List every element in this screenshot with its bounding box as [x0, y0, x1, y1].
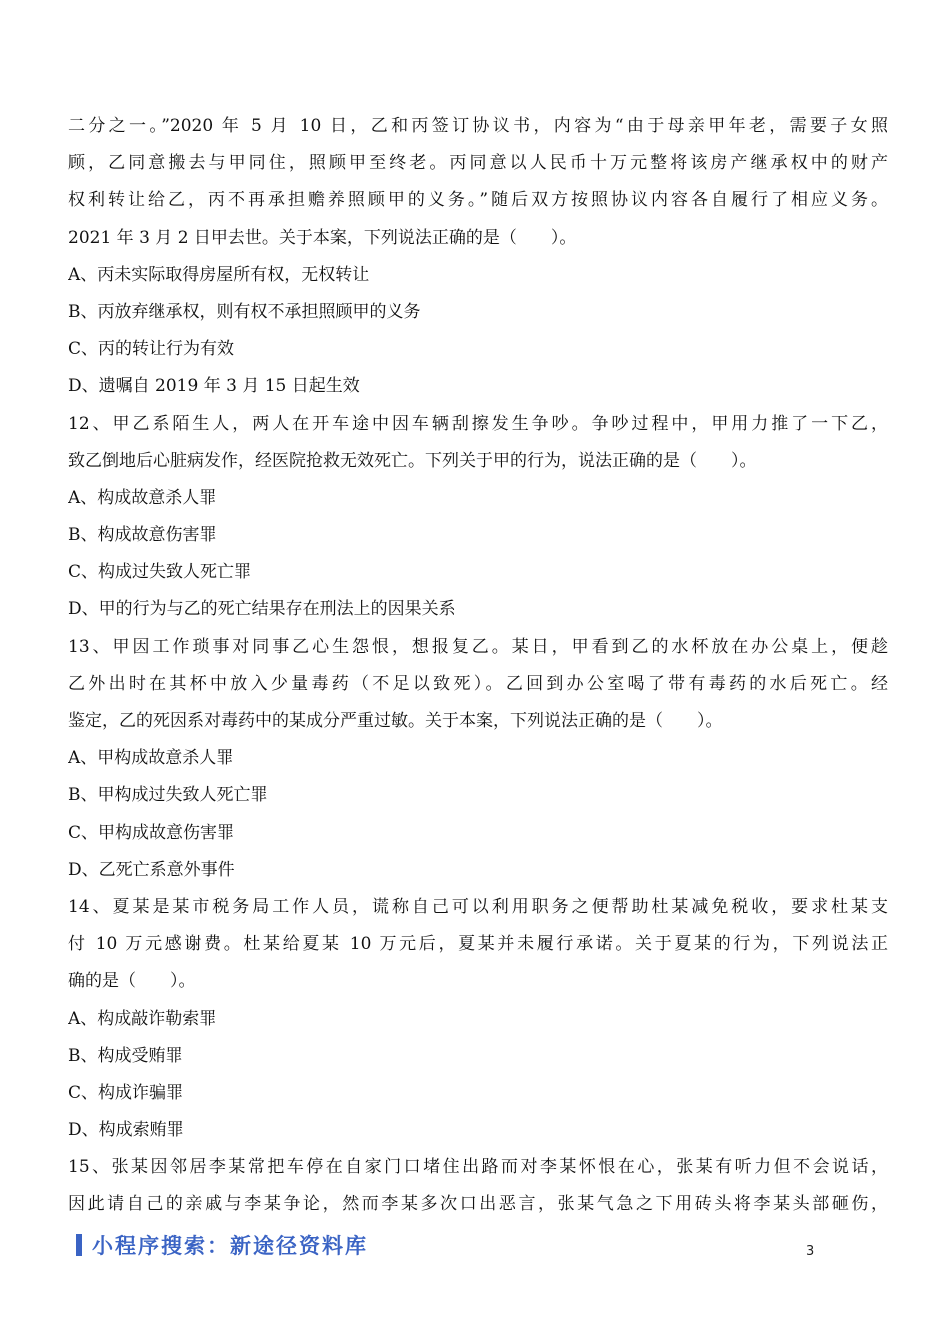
footer-brand — [76, 1230, 368, 1260]
option-d: D、甲的行为与乙的死亡结果存在刑法上的因果关系 — [68, 599, 456, 620]
question-13-stem: 乙外出时在其杯中放入少量毒药（不足以致死）。乙回到办公室喝了带有毒药的水后死亡。经 — [68, 673, 888, 694]
brand-bar-icon — [76, 1234, 82, 1256]
option-b: B、构成受贿罪 — [68, 1045, 183, 1066]
page-number: 3 — [806, 1244, 815, 1259]
option-d: D、乙死亡系意外事件 — [68, 859, 235, 880]
option-a: A、构成敲诈勒索罪 — [68, 1008, 217, 1029]
question-15-stem: 因此请自己的亲戚与李某争论，然而李某多次口出恶言，张某气急之下用砖头将李某头部砸伤， — [68, 1194, 888, 1215]
option-a: A、丙未实际取得房屋所有权，无权转让 — [68, 264, 370, 285]
option-b: B、丙放弃继承权，则有权不承担照顾甲的义务 — [68, 301, 421, 322]
question-12-stem: 致乙倒地后心脏病发作，经医院抢救无效死亡。下列关于甲的行为，说法正确的是（ ）。 — [68, 450, 757, 471]
option-a: A、构成故意杀人罪 — [68, 487, 217, 508]
option-c: C、构成诈骗罪 — [68, 1082, 184, 1103]
text-line: 二分之一。”2020 年 5 月 10 日，乙和丙签订协议书，内容为“由于母亲甲年老，需要子女照 — [68, 116, 888, 136]
text-line: 顾，乙同意搬去与甲同住，照顾甲至终老。丙同意以人民币十万元整将该房产继承权中的财产 — [68, 153, 888, 174]
option-c: C、丙的转让行为有效 — [68, 339, 235, 360]
question-15-stem: 15、张某因邻居李某常把车停在自家门口堵住出路而对李某怀恨在心，张某有听力但不会说话， — [68, 1157, 888, 1178]
text-line: 权利转让给乙，丙不再承担赡养照顾甲的义务。”随后双方按照协议内容各自履行了相应义务。 — [68, 190, 888, 211]
question-stem-end: 2021 年 3 月 2 日甲去世。关于本案，下列说法正确的是（ ）。 — [68, 227, 577, 248]
option-c: C、构成过失致人死亡罪 — [68, 562, 252, 583]
option-d: D、遗嘱自 2019 年 3 月 15 日起生效 — [68, 376, 360, 397]
option-d: D、构成索贿罪 — [68, 1120, 184, 1141]
option-c: C、甲构成故意伤害罪 — [68, 822, 235, 843]
brand-text: 小程序搜索：新途径资料库 — [92, 1234, 368, 1258]
question-12-stem: 12、甲乙系陌生人，两人在开车途中因车辆刮擦发生争吵。争吵过程中，甲用力推了一下乙， — [68, 413, 888, 434]
question-14-stem: 付 10 万元感谢费。杜某给夏某 10 万元后，夏某并未履行承诺。关于夏某的行为，下列说法正 — [68, 934, 888, 955]
option-b: B、构成故意伤害罪 — [68, 525, 217, 546]
document-body — [68, 108, 888, 1224]
question-13-stem: 鉴定，乙的死因系对毒药中的某成分严重过敏。关于本案，下列说法正确的是（ ）。 — [68, 711, 723, 731]
option-b: B、甲构成过失致人死亡罪 — [68, 785, 268, 806]
question-14-stem: 14、夏某是某市税务局工作人员，谎称自己可以利用职务之便帮助杜某减免税收，要求杜某支 — [68, 896, 888, 917]
question-13-stem: 13、甲因工作琐事对同事乙心生怨恨，想报复乙。某日，甲看到乙的水杯放在办公桌上，便趁 — [68, 636, 888, 657]
question-14-stem: 确的是（ ）。 — [68, 971, 196, 992]
option-a: A、甲构成故意杀人罪 — [68, 748, 234, 769]
